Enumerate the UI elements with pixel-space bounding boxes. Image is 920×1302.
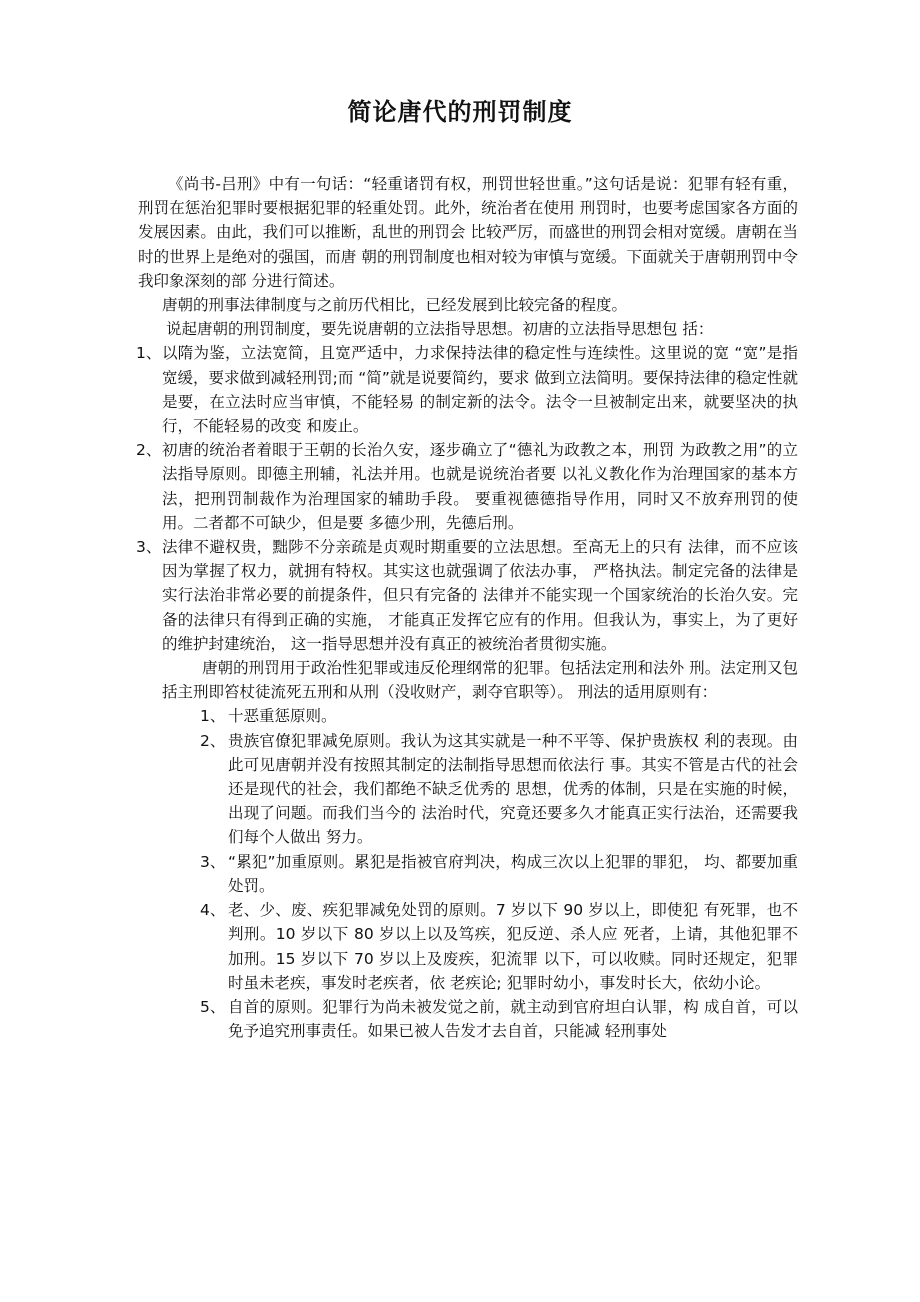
list-item-number: 2、 <box>200 731 226 750</box>
list-item-number: 2、 <box>136 441 162 460</box>
list-item-text: “累犯”加重原则。累犯是指被官府判决，构成三次以上犯罪的罪犯， 均、都要加重处罚。 <box>228 852 798 895</box>
list-item <box>138 438 798 535</box>
list-item <box>200 850 798 898</box>
list-item-number: 3、 <box>200 852 226 871</box>
list-item <box>200 995 798 1043</box>
paragraph-legislative-thought: 说起唐朝的刑罚制度，要先说唐朝的立法指导思想。初唐的立法指导思想包 括： <box>166 320 714 339</box>
list-item <box>200 898 798 995</box>
paragraph-punishment: 唐朝的刑罚用于政治性犯罪或违反伦理纲常的犯罪。包括法定刑和法外 刑。法定刑又包括主刑即笞杖徒流死五刑和从刑（没收财产，剥夺官职等）。 刑法的适用原则有： <box>162 659 798 702</box>
list-item-number: 3、 <box>136 538 162 557</box>
intro-paragraph: 《尚书-吕刑》中有一句话：“轻重诸罚有权，刑罚世轻世重。”这句话是说：犯罪有轻有重，刑罚在惩治犯罪时要根据犯罪的轻重处罚。此外，统治者在使用 刑罚时，也要考虑国家各方面的发展因素。由此，我们可以推断，乱世的刑罚会 比较严厉，而盛世的刑罚会相对宽缓。唐朝在当时的世界上是绝对的强国，而唐 朝的刑罚制度也相对较为审慎与宽缓。下面就关于唐朝刑罚中令我印象深刻的部 分进行简述。 <box>138 175 798 290</box>
paragraph-criminal-law-system: 唐朝的刑事法律制度与之前历代相比，已经发展到比较完备的程度。 <box>162 296 628 315</box>
list-item-text: 十恶重惩原则。 <box>228 707 337 726</box>
list-item-number: 4、 <box>200 901 226 920</box>
list-item-number: 1、 <box>136 344 162 363</box>
list-item-text: 初唐的统治者着眼于王朝的长治久安，逐步确立了“德礼为政教之本，刑罚 为政教之用”的立法指导原则。即德主刑辅，礼法并用。也就是说统治者要 以礼义教化作为治理国家的基本方法，把刑罚制裁作为治理国家的辅助手段。 要重视德德指导作用，同时又不放弃刑罚的使用。二者都不可缺少，但是要 多德少刑，先德后刑。 <box>162 441 798 532</box>
list-item-text: 自首的原则。犯罪行为尚未被发觉之前，就主动到官府坦白认罪，构 成自首，可以免予追究刑事责任。如果已被人告发才去自首，只能减 轻刑事处 <box>228 997 798 1041</box>
list-item-text: 以隋为鉴，立法宽简，且宽严适中，力求保持法律的稳定性与连续性。这里说的宽 “宽”是指宽缓，要求做到减轻刑罚;而 “简”就是说要简约，要求 做到立法简明。要保持法律的稳定性就是要，在立法时应当审慎，不能轻易 的制定新的法令。法令一旦被制定出来，就要坚决的执行，不能轻易的改变 和废止。 <box>162 344 798 436</box>
list-item-text: 老、少、废、疾犯罪减免处罚的原则。7 岁以下 90 岁以上，即使犯 有死罪，也不判刑。10 岁以下 80 岁以上以及笃疾，犯反逆、杀人应 死者，上请，其他犯罪不加刑。15 岁以下 70 岁以上及废疾，犯流罪 以下，可以收赎。同时还规定，犯罪时虽未老疾，事发时老疾者，依 老疾论; 犯罪时幼小，事发时长大，依幼小论。 <box>228 901 798 992</box>
document-body <box>138 172 798 1043</box>
application-rules-list <box>138 704 798 1043</box>
document-title: 简论唐代的刑罚制度 <box>347 98 573 126</box>
list-item-text: 法律不避权贵，黜陟不分亲疏是贞观时期重要的立法思想。至高无上的只有 法律，而不应该因为掌握了权力，就拥有特权。其实这也就强调了依法办事， 严格执法。制定完备的法律是实行法治非常必要的前提条件，但只有完备的 法律并不能实现一个国家统治的长治久安。完备的法律只有得到正确的实施， 才能真正发挥它应有的作用。但我认为，事实上，为了更好的维护封建统治， 这一指导思想并没有真正的被统治者贯彻实施。 <box>162 538 798 653</box>
list-item-number: 5、 <box>200 997 226 1016</box>
legislative-principles-list <box>138 341 798 656</box>
list-item <box>138 535 798 656</box>
list-item-text: 贵族官僚犯罪减免原则。我认为这其实就是一种不平等、保护贵族权 利的表现。由此可见唐朝并没有按照其制定的法制指导思想而依法行 事。其实不管是古代的社会还是现代的社会，我们都绝不缺乏优秀的 思想，优秀的体制，只是在实施的时候，出现了问题。而我们当今的 法治时代，究竟还要多久才能真正实行法治，还需要我们每个人做出 努力。 <box>228 731 798 847</box>
list-item <box>138 341 798 438</box>
list-item <box>200 704 798 728</box>
list-item <box>200 729 798 850</box>
list-item-number: 1、 <box>200 707 226 726</box>
